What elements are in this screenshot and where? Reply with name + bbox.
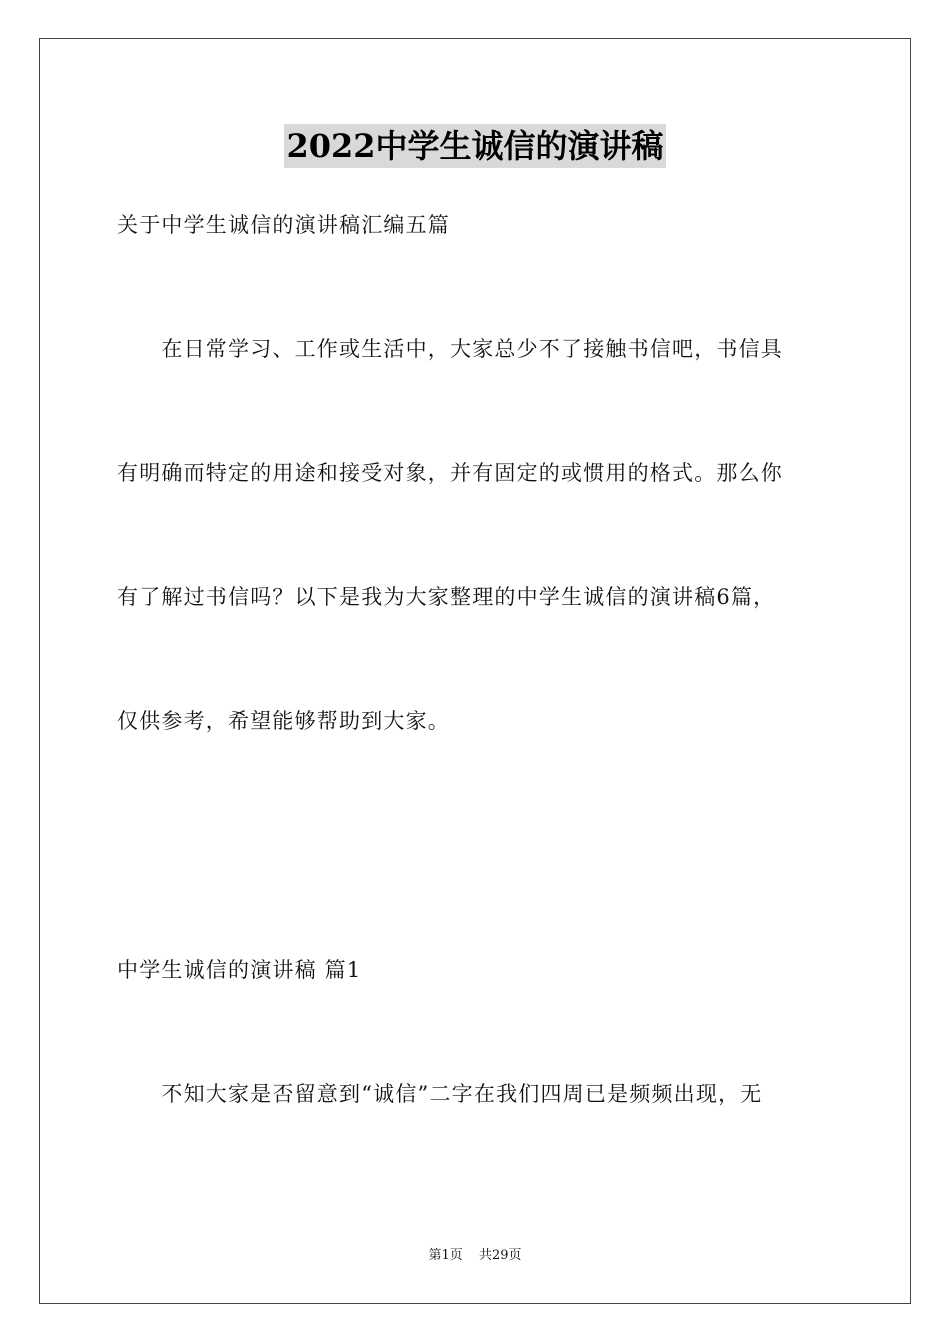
intro-line: 仅供参考，希望能够帮助到大家。 bbox=[117, 709, 450, 733]
intro-line: 有明确而特定的用途和接受对象，并有固定的或惯用的格式。那么你 bbox=[117, 461, 783, 485]
page-footer bbox=[0, 1247, 950, 1265]
document-subtitle: 关于中学生诚信的演讲稿汇编五篇 bbox=[117, 213, 450, 237]
intro-line: 有了解过书信吗？以下是我为大家整理的中学生诚信的演讲稿6篇， bbox=[117, 585, 776, 609]
page-number: 第1页 bbox=[428, 1248, 463, 1263]
section-line: 不知大家是否留意到“诚信”二字在我们四周已是频频出现，无 bbox=[117, 1082, 763, 1106]
section-heading: 中学生诚信的演讲稿 篇1 bbox=[117, 958, 362, 982]
title-container bbox=[0, 124, 950, 168]
intro-line: 在日常学习、工作或生活中，大家总少不了接触书信吧，书信具 bbox=[117, 337, 783, 361]
document-title: 2022中学生诚信的演讲稿 bbox=[284, 124, 665, 168]
page-total: 共29页 bbox=[478, 1248, 522, 1263]
